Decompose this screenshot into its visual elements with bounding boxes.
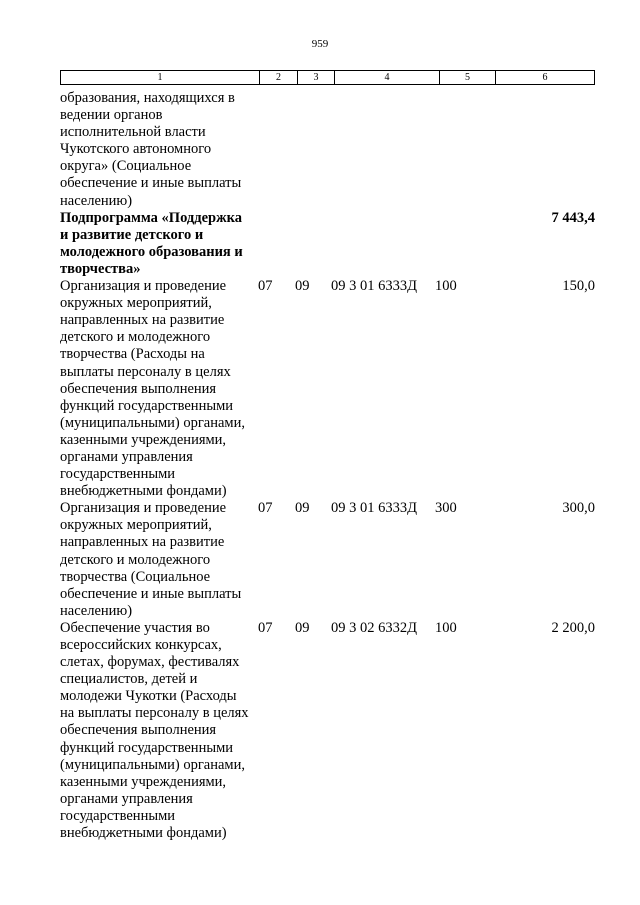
- row-name-line: детского и молодежного: [60, 551, 211, 568]
- row-target-article: [331, 90, 435, 210]
- row-name-line: образования, находящихся в: [60, 90, 235, 106]
- row-expense-type: [435, 210, 490, 278]
- table-row: [60, 620, 595, 842]
- row-target-article: 09 3 01 6333Д: [331, 278, 418, 295]
- row-expense-type: [435, 90, 490, 210]
- row-name-line: (муниципальными) органами,: [60, 414, 245, 431]
- row-name-line: молодежи Чукотки (Расходы: [60, 688, 237, 705]
- page-number: 959: [311, 38, 329, 50]
- table-row: [60, 500, 595, 620]
- row-name-line: окружных мероприятий,: [60, 295, 212, 312]
- row-name-line: государственными: [60, 807, 176, 824]
- row-name-line: казенными учреждениями,: [60, 431, 227, 448]
- row-name-line: выплаты персоналу в целях: [60, 363, 231, 380]
- row-name-line: творчества (Расходы на: [60, 346, 205, 363]
- row-amount: 150,0: [562, 278, 595, 295]
- row-name-line: и развитие детского и: [60, 226, 204, 243]
- row-name-line: обеспечения выполнения: [60, 380, 217, 397]
- header-col-4: 4: [335, 71, 440, 84]
- row-name-line: исполнительной власти: [60, 124, 206, 141]
- row-name: [60, 500, 258, 620]
- row-name-line: специалистов, детей и: [60, 671, 198, 688]
- table-row: [60, 210, 595, 278]
- row-name-line: (муниципальными) органами,: [60, 756, 245, 773]
- row-name-line: Подпрограмма «Поддержка: [60, 209, 242, 226]
- row-name-line: обеспечения выполнения: [60, 722, 217, 739]
- table-row: [60, 278, 595, 500]
- row-name-line: функций государственными: [60, 739, 234, 756]
- row-section: 07: [258, 500, 273, 517]
- row-amount: [490, 90, 595, 210]
- table-header: [60, 70, 595, 85]
- row-name-line: окружных мероприятий,: [60, 517, 212, 534]
- table-row: [60, 90, 595, 210]
- row-name-line: молодежного образования и: [60, 243, 243, 260]
- row-target-article: [331, 210, 435, 278]
- row-name-line: функций государственными: [60, 397, 234, 414]
- table-body: [60, 90, 595, 842]
- header-col-2: 2: [260, 71, 298, 84]
- row-name-line: Чукотского автономного: [60, 141, 212, 158]
- row-amount: 7 443,4: [551, 209, 595, 226]
- row-name-line: ведении органов: [60, 107, 163, 124]
- row-expense-type: 300: [435, 500, 457, 517]
- row-name: [60, 210, 258, 278]
- row-name-line: направленных на развитие: [60, 534, 225, 551]
- row-subsection: 09: [295, 500, 310, 517]
- row-expense-type: 100: [435, 619, 457, 636]
- row-subsection: [295, 210, 331, 278]
- row-name: [60, 620, 258, 842]
- row-name-line: обеспечение и иные выплаты: [60, 585, 242, 602]
- row-name-line: творчества (Социальное: [60, 568, 211, 585]
- row-section: 07: [258, 278, 273, 295]
- row-name-line: населению): [60, 192, 133, 209]
- row-name-line: творчества»: [60, 260, 141, 277]
- row-name-line: округа» (Социальное: [60, 158, 192, 175]
- header-col-1: 1: [61, 71, 260, 84]
- header-col-3: 3: [298, 71, 335, 84]
- row-expense-type: 100: [435, 278, 457, 295]
- row-name-line: внебюджетными фондами): [60, 483, 227, 500]
- row-name-line: слетах, форумах, фестивалях: [60, 654, 240, 671]
- row-name-line: органами управления: [60, 790, 193, 807]
- row-subsection: 09: [295, 278, 310, 295]
- row-name-line: на выплаты персоналу в целях: [60, 705, 249, 722]
- row-subsection: [295, 90, 331, 210]
- row-section: 07: [258, 619, 273, 636]
- row-name-line: органами управления: [60, 448, 193, 465]
- row-section: [258, 210, 295, 278]
- row-subsection: 09: [295, 619, 310, 636]
- row-name-line: детского и молодежного: [60, 329, 211, 346]
- header-col-6: 6: [542, 72, 548, 83]
- row-name-line: обеспечение и иные выплаты: [60, 175, 242, 192]
- row-amount: 300,0: [562, 500, 595, 517]
- row-name-line: направленных на развитие: [60, 312, 225, 329]
- header-col-5: 5: [440, 71, 496, 84]
- row-target-article: 09 3 01 6333Д: [331, 500, 418, 517]
- row-amount: 2 200,0: [551, 619, 595, 636]
- row-name: [60, 278, 258, 500]
- row-name-line: государственными: [60, 466, 176, 483]
- row-name-line: Организация и проведение: [60, 500, 227, 517]
- row-section: [258, 90, 295, 210]
- row-target-article: 09 3 02 6332Д: [331, 619, 418, 636]
- row-name-line: Обеспечение участия во: [60, 619, 210, 636]
- row-name-line: внебюджетными фондами): [60, 825, 227, 842]
- row-name-line: всероссийских конкурсах,: [60, 637, 222, 653]
- row-name-line: казенными учреждениями,: [60, 773, 227, 790]
- row-name-line: населению): [60, 602, 133, 619]
- row-name: [60, 90, 258, 210]
- row-name-line: Организация и проведение: [60, 278, 227, 295]
